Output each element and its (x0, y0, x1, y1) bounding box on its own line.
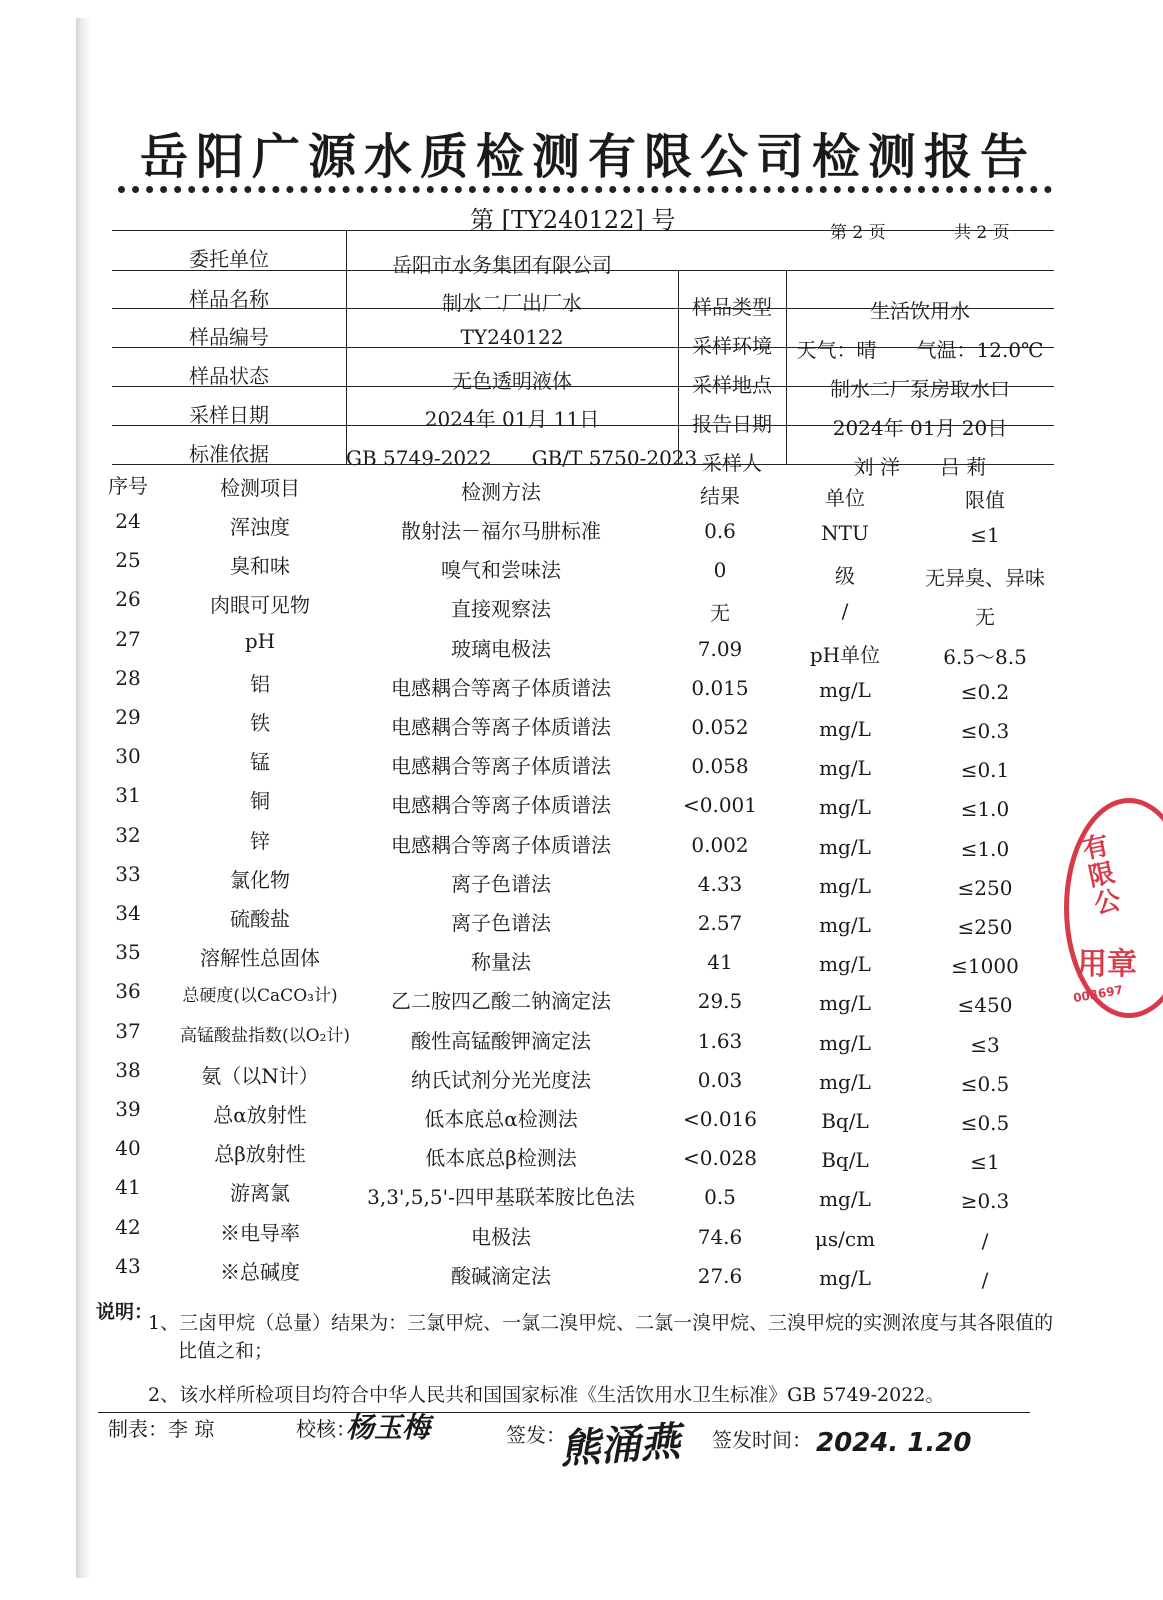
cell-no: 34 (115, 901, 141, 925)
cell-result: 2.57 (697, 911, 743, 935)
cell-limit: ≤250 (957, 915, 1013, 939)
seal-text-top: 有限公 (1075, 830, 1123, 920)
cell-limit: ≤1 (970, 523, 1000, 547)
cell-limit: ≤250 (957, 875, 1013, 900)
cell-item: 硫酸盐 (230, 907, 290, 931)
sample-type-value: 生活饮用水 (870, 299, 970, 323)
cell-no: 30 (115, 744, 141, 769)
cell-method: 纳氏试剂分光光度法 (411, 1067, 591, 1092)
cell-item: 游离氯 (230, 1181, 290, 1206)
cell-item: ※总碱度 (220, 1259, 300, 1284)
cell-no: 33 (115, 861, 141, 886)
grid-line (112, 230, 1054, 231)
cell-item: 锌 (250, 828, 270, 853)
cell-item: 铁 (250, 711, 270, 735)
cell-no: 27 (115, 626, 141, 651)
checked-label: 校核： (296, 1417, 356, 1441)
cell-limit: ≥0.3 (960, 1189, 1010, 1214)
cell-result: 7.09 (697, 636, 743, 661)
cell-limit: 无 (975, 605, 995, 630)
cell-no: 43 (115, 1253, 141, 1278)
cell-unit: mg/L (819, 834, 871, 859)
table-row (100, 705, 1060, 743)
cell-unit: mg/L (819, 991, 871, 1016)
cell-result: 0.058 (691, 754, 749, 779)
cell-method: 嗅气和尝味法 (441, 558, 561, 583)
issued-time-value: 2024. 1.20 (816, 1428, 972, 1458)
table-row (100, 744, 1060, 782)
cell-limit: / (981, 1228, 989, 1253)
state-label: 样品状态 (189, 364, 269, 388)
cell-unit: mg/L (819, 677, 871, 702)
page-total: 共 2 页 (954, 223, 1010, 243)
cell-limit: ≤450 (957, 993, 1013, 1018)
cell-method: 酸性高锰酸钾滴定法 (411, 1028, 591, 1053)
table-row (100, 1136, 1060, 1174)
cell-limit: ≤1.0 (960, 797, 1010, 822)
cell-item: 总α放射性 (213, 1103, 307, 1127)
cell-unit: NTU (821, 521, 869, 545)
client-value: 岳阳市水务集团有限公司 (392, 253, 612, 277)
cell-result: 1.63 (697, 1028, 743, 1053)
cell-method: 电感耦合等离子体质谱法 (391, 793, 611, 818)
table-row (100, 1254, 1060, 1292)
table-row (100, 548, 1060, 591)
table-row (100, 783, 1060, 821)
cell-result: 0.6 (704, 519, 736, 543)
location-value: 制水二厂泵房取水口 (830, 377, 1010, 401)
cell-result: <0.016 (682, 1107, 757, 1131)
cell-method: 低本底总α检测法 (424, 1107, 578, 1131)
company-seal (1064, 798, 1163, 1018)
table-row (100, 901, 1060, 939)
cell-unit: mg/L (819, 1030, 871, 1055)
cell-method: 乙二胺四乙酸二钠滴定法 (391, 989, 611, 1014)
cell-method: 直接观察法 (451, 597, 551, 622)
checker-signature: 杨玉梅 (346, 1411, 431, 1444)
scan-edge (76, 18, 90, 1578)
table-row (100, 862, 1060, 900)
cell-unit: mg/L (819, 873, 871, 898)
sample-name-value: 制水二厂出厂水 (442, 291, 582, 315)
cell-item: 臭和味 (230, 554, 290, 579)
cell-no: 25 (115, 548, 141, 573)
header-method: 检测方法 (461, 480, 541, 504)
cell-result: 0.5 (704, 1185, 736, 1210)
cell-unit: 级 (835, 564, 855, 589)
cell-no: 38 (115, 1057, 141, 1082)
location-label: 采样地点 (692, 373, 772, 397)
table-header (100, 470, 1060, 512)
report-number: 第 [TY240122] 号 (470, 206, 676, 234)
table-row (100, 1097, 1060, 1135)
cell-result: 74.6 (697, 1224, 743, 1249)
header-limit: 限值 (965, 488, 1005, 512)
footer-divider (98, 1412, 1030, 1413)
cell-method: 电极法 (471, 1224, 531, 1249)
cell-result: <0.001 (682, 793, 757, 818)
standard-value: GB 5749-2022 GB/T 5750-2023 (346, 446, 698, 470)
cell-unit: mg/L (819, 756, 871, 781)
cell-unit: Bq/L (821, 1109, 869, 1133)
notes-line-1b: 比值之和； (178, 1340, 274, 1362)
cell-result: 0.052 (691, 715, 749, 739)
cell-method: 酸碱滴定法 (451, 1263, 551, 1288)
cell-no: 24 (115, 509, 141, 533)
cell-method: 低本底总β检测法 (425, 1146, 577, 1171)
header-item: 检测项目 (220, 476, 300, 500)
cell-method: 玻璃电极法 (451, 636, 551, 661)
sampler-value: 刘 洋 吕 莉 (853, 455, 987, 479)
env-value: 天气：晴 气温：12.0℃ (796, 338, 1044, 362)
sample-date-value: 2024年 01月 11日 (424, 407, 600, 431)
table-row (100, 587, 1060, 630)
table-row (100, 1019, 1060, 1057)
cell-limit: ≤1000 (951, 954, 1019, 979)
cell-no: 26 (115, 587, 141, 612)
cell-item: ※电导率 (220, 1220, 300, 1245)
cell-unit: Bq/L (821, 1148, 869, 1173)
report-date-value: 2024年 01月 20日 (832, 416, 1008, 440)
cell-limit: ≤0.5 (960, 1111, 1010, 1135)
cell-limit: ≤3 (970, 1032, 1000, 1057)
seal-text-mid: 用章 (1077, 947, 1137, 982)
cell-no: 37 (115, 1018, 141, 1043)
cell-unit: μs/cm (814, 1226, 876, 1251)
cell-result: 0 (713, 558, 727, 583)
cell-unit: mg/L (819, 1187, 871, 1212)
cell-limit: / (981, 1267, 989, 1292)
cell-result: 0.015 (691, 675, 749, 700)
cell-result: 41 (707, 950, 733, 975)
sampler-label: 采样人 (702, 451, 762, 475)
cell-no: 39 (115, 1097, 141, 1121)
table-row (100, 1175, 1060, 1213)
cell-result: 27.6 (697, 1263, 743, 1288)
cell-unit: mg/L (819, 1069, 871, 1094)
notes-line-2: 2、该水样所检项目均符合中华人民共和国国家标准《生活饮用水卫生标准》GB 5749-2022。 (148, 1384, 945, 1406)
table-row (100, 509, 1060, 547)
cell-item: 溶解性总固体 (200, 946, 320, 971)
cell-result: 4.33 (697, 871, 743, 896)
table-row (100, 940, 1060, 978)
cell-method: 离子色谱法 (451, 911, 551, 935)
standard-label: 标准依据 (189, 442, 269, 466)
cell-method: 电感耦合等离子体质谱法 (391, 715, 611, 739)
page-current: 第 2 页 (830, 223, 886, 243)
cell-no: 40 (115, 1136, 141, 1161)
issuer-signature: 熊涌燕 (558, 1418, 682, 1474)
cell-item: 氨（以N计） (201, 1063, 319, 1088)
state-value: 无色透明液体 (452, 369, 572, 393)
table-row (100, 1215, 1060, 1253)
cell-unit: pH单位 (809, 642, 881, 667)
cell-result: 0.03 (697, 1067, 743, 1092)
cell-method: 离子色谱法 (451, 871, 551, 896)
table-row (100, 979, 1060, 1017)
cell-item: 总β放射性 (214, 1142, 306, 1167)
cell-method: 电感耦合等离子体质谱法 (391, 832, 611, 857)
cell-item: 铝 (250, 671, 270, 696)
sample-id-label: 样品编号 (189, 325, 269, 349)
cell-no: 36 (115, 979, 141, 1004)
header-result: 结果 (700, 484, 740, 508)
cell-item: 浑浊度 (230, 515, 290, 539)
cell-unit: mg/L (819, 795, 871, 820)
cell-limit: 无异臭、异味 (925, 566, 1045, 591)
cell-no: 41 (115, 1175, 141, 1200)
report-date-label: 报告日期 (692, 412, 772, 436)
cell-result: 无 (710, 601, 730, 626)
cell-item: 高锰酸盐指数(以O₂计) (180, 1025, 351, 1046)
issued-time-label: 签发时间： (712, 1428, 812, 1452)
table-row (100, 666, 1060, 704)
title-divider (118, 186, 1052, 193)
cell-no: 31 (115, 783, 141, 808)
cell-no: 29 (115, 705, 141, 729)
sample-date-label: 采样日期 (189, 403, 269, 427)
cell-method: 电感耦合等离子体质谱法 (391, 754, 611, 779)
cell-method: 散射法－福尔马肼标准 (401, 519, 601, 543)
seal-code: 003697 (1072, 982, 1124, 1006)
notes-line-1: 1、三卤甲烷（总量）结果为：三氯甲烷、一氯二溴甲烷、二氯一溴甲烷、三溴甲烷的实测浓度与其各限值的 (148, 1312, 1054, 1334)
table-row (100, 823, 1060, 861)
cell-result: 0.002 (691, 832, 749, 857)
cell-method: 3,3',5,5'-四甲基联苯胺比色法 (367, 1185, 635, 1210)
issued-label: 签发： (506, 1423, 566, 1447)
cell-unit: mg/L (819, 1265, 871, 1290)
cell-method: 电感耦合等离子体质谱法 (391, 675, 611, 700)
cell-unit: mg/L (819, 913, 871, 937)
cell-unit: mg/L (819, 717, 871, 741)
cell-limit: 6.5～8.5 (943, 644, 1027, 669)
cell-item: 总硬度(以CaCO₃计) (182, 986, 338, 1007)
cell-limit: ≤1 (970, 1150, 1000, 1175)
cell-no: 32 (115, 822, 141, 847)
cell-method: 称量法 (471, 950, 531, 975)
header-no: 序号 (108, 474, 148, 498)
cell-limit: ≤1.0 (960, 836, 1010, 861)
report-title: 岳阳广源水质检测有限公司检测报告 (140, 129, 1037, 185)
cell-item: 锰 (250, 750, 270, 775)
client-label: 委托单位 (189, 247, 269, 271)
sample-name-label: 样品名称 (189, 287, 269, 311)
cell-limit: ≤0.5 (960, 1071, 1010, 1096)
cell-unit: mg/L (819, 952, 871, 977)
header-unit: 单位 (825, 486, 865, 510)
cell-item: pH (244, 628, 276, 653)
cell-no: 35 (115, 940, 141, 965)
cell-unit: / (841, 599, 849, 624)
cell-result: <0.028 (682, 1146, 757, 1171)
cell-no: 28 (115, 665, 141, 690)
cell-item: 铜 (250, 789, 270, 814)
prepared-value: 李 琼 (168, 1417, 215, 1441)
cell-item: 肉眼可见物 (210, 593, 310, 618)
cell-limit: ≤0.3 (960, 719, 1010, 743)
sample-type-label: 样品类型 (692, 295, 772, 319)
cell-no: 42 (115, 1214, 141, 1239)
cell-item: 氯化物 (230, 867, 290, 892)
table-row (100, 626, 1060, 669)
cell-limit: ≤0.1 (960, 758, 1010, 783)
cell-result: 29.5 (697, 989, 743, 1014)
env-label: 采样环境 (692, 334, 772, 358)
sample-id-value: TY240122 (460, 325, 564, 349)
table-row (100, 1058, 1060, 1096)
prepared-label: 制表： (108, 1417, 168, 1441)
cell-limit: ≤0.2 (960, 679, 1010, 704)
notes-label: 说明： (96, 1301, 154, 1323)
